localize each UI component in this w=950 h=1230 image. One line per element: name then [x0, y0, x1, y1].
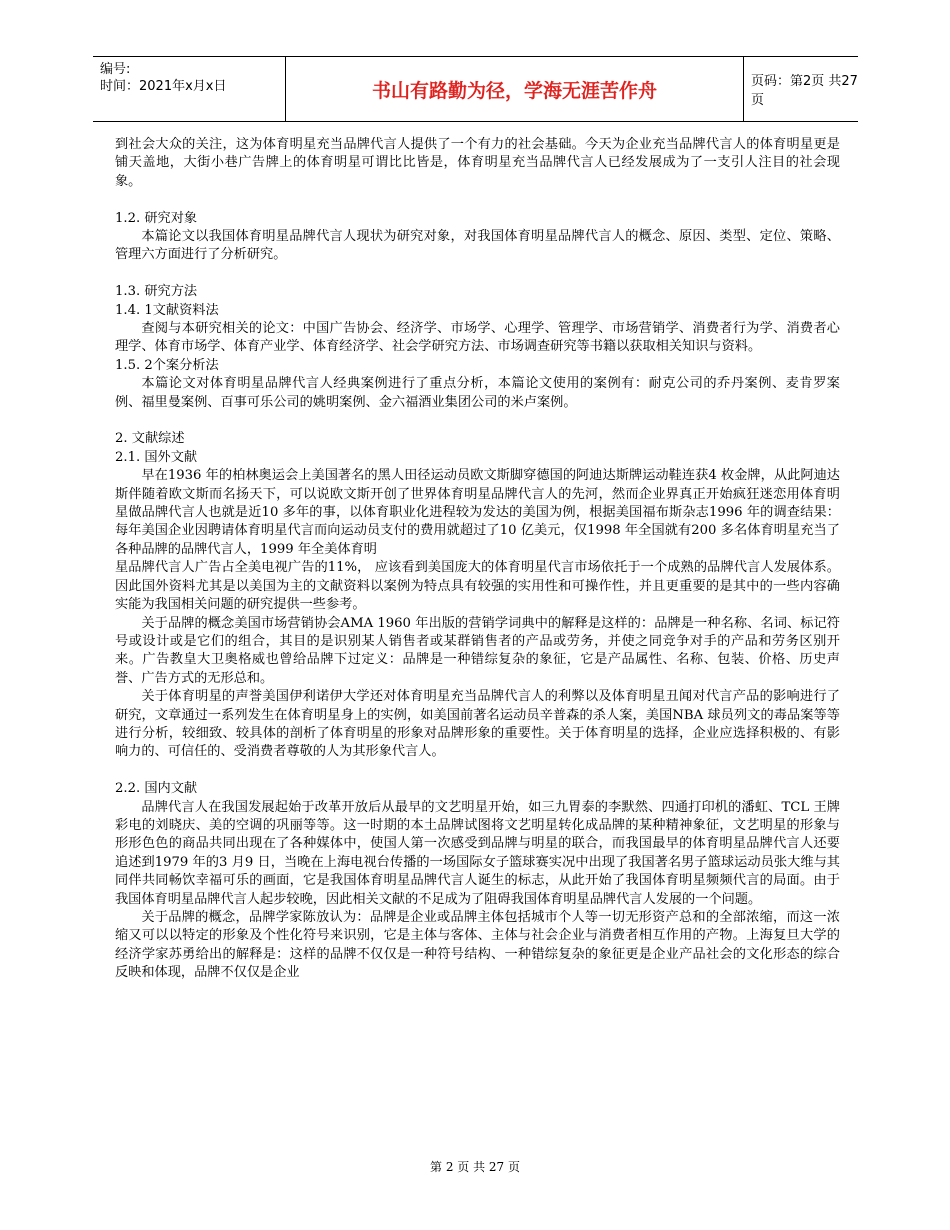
section-heading-2: 2. 文献综述 [115, 431, 185, 447]
section-heading-2-2: 2.2. 国内文献 [115, 781, 198, 797]
document-time-label: 时间：2021年x月x日 [100, 79, 227, 94]
paragraph-foreign-market: 星品牌代言人广告占全美电视广告的11%， 应该看到美国庞大的体育明星代言市场依托于一个成熟的品牌代言人发展体系。因此国外资料尤其是以美国为主的文献资料以案例为特点具有较强的实用性和可操作性，并且更重要的是其中的一些内容确实能为我国相关问题的研究提供一些参考。 [115, 560, 840, 613]
paragraph-research-object: 本篇论文以我国体育明星品牌代言人现状为研究对象，对我国体育明星品牌代言人的概念、原因、类型、定位、策略、管理六方面进行了分析研究。 [115, 229, 840, 263]
paragraph-case-method: 本篇论文对体育明星品牌代言人经典案例进行了重点分析，本篇论文使用的案例有：耐克公司的乔丹案例、麦肯罗案例、福里曼案例、百事可乐公司的姚明案例、金六福酒业集团公司的米卢案例。 [115, 376, 840, 410]
paragraph-brand-concept-ama: 关于品牌的概念美国市场营销协会AMA 1960 年出版的营销学词典中的解释是这样的：品牌是一种名称、名词、标记符号或设计或是它们的组合，其目的是识别某人销售者或某群销售者的产品或劳务，并使之同竞争对手的产品和劳务区别开来。广告教皇大卫奥格威也曾给品牌下过定义：品牌是一种错综复杂的象征，它是产品属性、名称、包装、价格、历史声誉、广告方式的无形总和。 [115, 615, 840, 686]
page-header [93, 56, 858, 122]
paragraph-literature-method: 查阅与本研究相关的论文：中国广告协会、经济学、市场学、心理学、管理学、市场营销学、消费者行为学、消费者心理学、体育市场学、体育产业学、体育经济学、社会学研究方法、市场调查研究等书籍以获取相关知识与资料。 [115, 321, 840, 355]
header-motto: 书山有路勤为径，学海无涯苦作舟 [285, 57, 744, 121]
page-footer: 第 2 页 共 27 页 [430, 1160, 520, 1174]
section-heading-1-4: 1.4. 1文献资料法 [115, 302, 219, 318]
paragraph-domestic-brand-concept: 关于品牌的概念，品牌学家陈放认为：品牌是企业或品牌主体包括城市个人等一切无形资产总和的全部浓缩，而这一浓缩又可以以特定的形象及个性化符号来识别，它是主体与客体、主体与社会企业与消费者相互作用的产物。上海复旦大学的经济学家苏勇给出的解释是：这样的品牌不仅仅是一种符号结构、一种错综复杂的象征更是企业产品社会的文化形态的综合反映和体现，品牌不仅仅是企业 [115, 910, 840, 981]
header-page-info [743, 57, 858, 121]
paragraph-domestic-history: 品牌代言人在我国发展起始于改革开放后从最早的文艺明星开始，如三九胃泰的李默然、四通打印机的潘虹、TCL 王牌彩电的刘晓庆、美的空调的巩丽等等。这一时期的本土品牌试图将文艺明星转化成品牌的某种精神象征，文艺明星的形象与形形色色的商品共同出现在了各种媒体中，使国人第一次感受到品牌与明星的联合，而我国最早的体育明星品牌代言人还要追述到1979 年的3 月9 日，当晚在上海电视台传播的一场国际女子篮球赛实况中出现了我国著名男子篮球运动员张大维与其同伴共同畅饮幸福可乐的画面，它是我国体育明星品牌代言人诞生的标志，从此开始了我国体育明星频频代言的局面。由于我国体育明星品牌代言人起步较晚，因此相关文献的不足成为了阻碍我国体育明星品牌代言人发展的一个问题。 [115, 799, 840, 907]
section-heading-1-2: 1.2. 研究对象 [115, 210, 198, 226]
header-page-number: 页码：第2页 共27页 [751, 74, 858, 108]
paragraph-athlete-reputation: 关于体育明星的声誉美国伊利诺伊大学还对体育明星充当品牌代言人的利弊以及体育明星丑闻对代言产品的影响进行了研究，文章通过一系列发生在体育明星身上的实例，如美国前著名运动员辛普森的杀人案，美国NBA 球员列文的毒品案等等进行分析，较细致、较具体的剖析了体育明星的形象对品牌形象的重要性。关于体育明星的选择，企业应选择积极的、有影响力的、可信任的、受消费者尊敬的人为其形象代言人。 [115, 689, 840, 760]
section-heading-1-5: 1.5. 2个案分析法 [115, 357, 219, 373]
paragraph-intro-continued: 到社会大众的关注，这为体育明星充当品牌代言人提供了一个有力的社会基础。今天为企业充当品牌代言人的体育明星更是铺天盖地，大街小巷广告牌上的体育明星可谓比比皆是，体育明星充当品牌代言人已经发展成为了一支引人注目的社会现象。 [115, 137, 840, 189]
header-meta [93, 57, 285, 121]
paragraph-foreign-history: 早在1936 年的柏林奥运会上美国著名的黑人田径运动员欧文斯脚穿德国的阿迪达斯牌运动鞋连获4 枚金牌，从此阿迪达斯伴随着欧文斯而名扬天下，可以说欧文斯开创了世界体育明星品牌代言人的先河，然而企业界真正开始疯狂迷恋用体育明星做品牌代言人也就是近10 多年的事，以体育职业化进程较为发达的美国为例，根据美国福布斯杂志1996 年的调查结果：每年美国企业因聘请体育明星代言而向运动员支付的费用就超过了10 亿美元，仅1998 年全国就有200 多名体育明星充当了各种品牌的品牌代言人，1999 年全美体育明 [115, 468, 840, 557]
section-heading-2-1: 2.1. 国外文献 [115, 449, 198, 465]
document-body [115, 136, 840, 983]
section-heading-1-3: 1.3. 研究方法 [115, 284, 198, 300]
document-number-label: 编号: [100, 62, 131, 77]
